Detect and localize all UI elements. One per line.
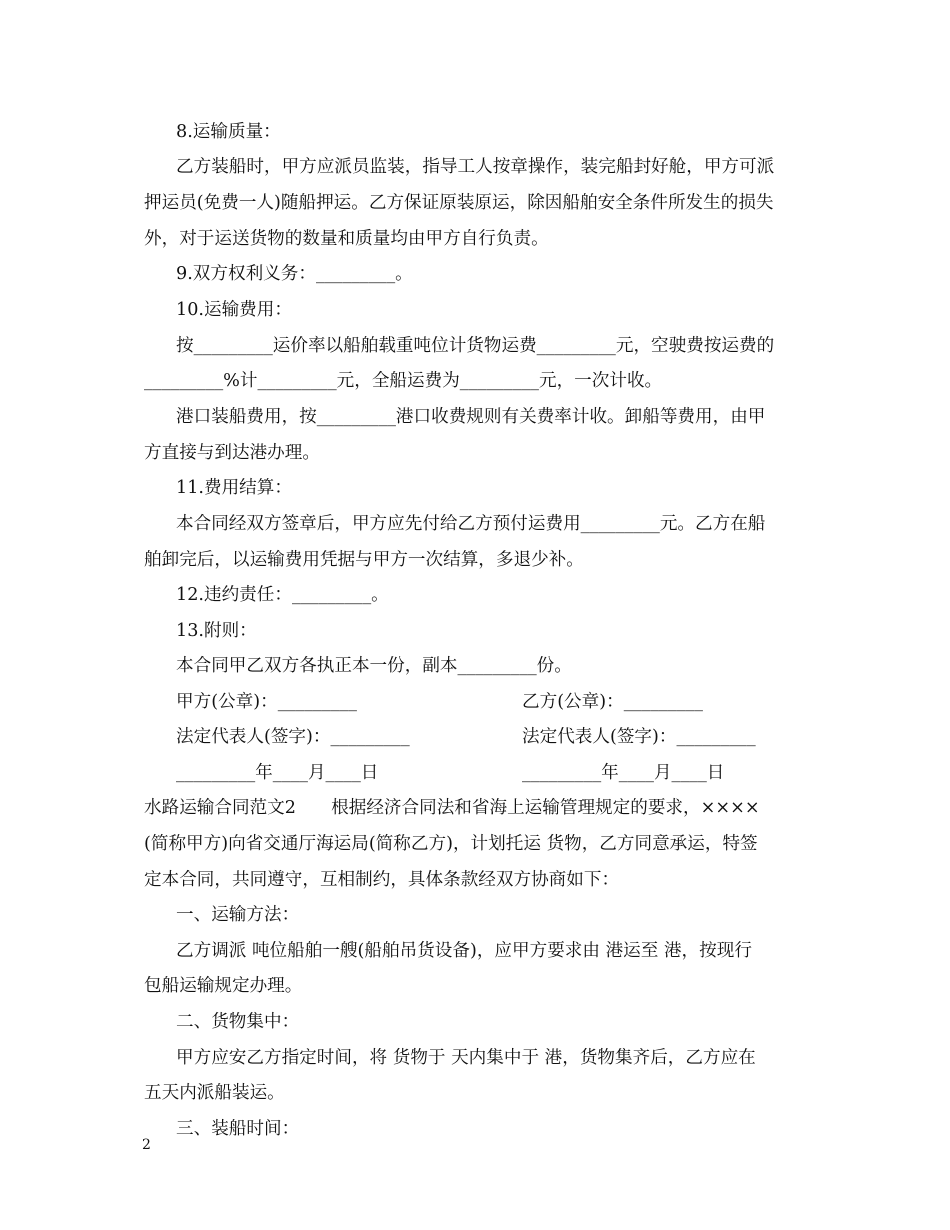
paragraph-line: 港口装船费用，按_________港口收费规则有关费率计收。卸船等费用，由甲	[176, 407, 766, 427]
article-3-heading: 三、装船时间：	[176, 1119, 300, 1139]
party-a-date-line: _________年____月____日	[176, 763, 379, 783]
party-a-representative-line: 法定代表人(签字)：_________	[176, 727, 410, 747]
clause-12-heading: 12.违约责任：_________。	[176, 585, 389, 605]
paragraph-line: 本合同甲乙双方各执正本一份，副本_________份。	[176, 656, 572, 676]
paragraph-line: (简称甲方)向省交通厅海运局(简称乙方)，计划托运 货物，乙方同意承运，特签	[144, 834, 758, 854]
clause-11-heading: 11.费用结算：	[176, 478, 292, 498]
paragraph-line: 舶卸完后，以运输费用凭据与甲方一次结算，多退少补。	[144, 550, 584, 570]
party-b-seal-line: 乙方(公章)：_________	[522, 692, 703, 712]
clause-8-heading: 8.运输质量：	[176, 122, 281, 142]
paragraph-line: _________%计_________元，全船运费为_________元，一次计收。	[144, 371, 663, 391]
party-a-seal-line: 甲方(公章)：_________	[176, 692, 357, 712]
article-2-heading: 二、货物集中：	[176, 1012, 300, 1032]
section-2-title-line: 水路运输合同范文2 根据经济合同法和省海上运输管理规定的要求，××××	[144, 798, 760, 818]
paragraph-line: 按_________运价率以船舶载重吨位计货物运费_________元，空驶费按运费的	[176, 336, 775, 356]
paragraph-line: 方直接与到达港办理。	[144, 443, 320, 463]
party-b-date-line: _________年____月____日	[522, 763, 725, 783]
paragraph-line: 五天内派船装运。	[144, 1083, 285, 1103]
paragraph-line: 外，对于运送货物的数量和质量均由甲方自行负责。	[144, 229, 549, 249]
paragraph-line: 本合同经双方签章后，甲方应先付给乙方预付运费用_________元。乙方在船	[176, 514, 766, 534]
party-b-representative-line: 法定代表人(签字)：_________	[522, 727, 756, 747]
paragraph-line: 押运员(免费一人)随船押运。乙方保证原装原运，除因船舶安全条件所发生的损失	[144, 193, 774, 213]
clause-13-heading: 13.附则：	[176, 621, 257, 641]
paragraph-line: 乙方装船时，甲方应派员监装，指导工人按章操作，装完船封好舱，甲方可派	[176, 157, 775, 177]
paragraph-line: 乙方调派 吨位船舶一艘(船舶吊货设备)，应甲方要求由 港运至 港，按现行	[176, 941, 752, 961]
clause-10-heading: 10.运输费用：	[176, 300, 292, 320]
paragraph-line: 甲方应安乙方指定时间，将 货物于 天内集中于 港，货物集齐后，乙方应在	[176, 1048, 756, 1068]
paragraph-line: 定本合同，共同遵守，互相制约，具体条款经双方协商如下：	[144, 870, 620, 890]
page-number: 2	[142, 1137, 151, 1153]
paragraph-line: 包船运输规定办理。	[144, 976, 303, 996]
article-1-heading: 一、运输方法：	[176, 905, 300, 925]
clause-9-heading: 9.双方权利义务：_________。	[176, 264, 413, 284]
